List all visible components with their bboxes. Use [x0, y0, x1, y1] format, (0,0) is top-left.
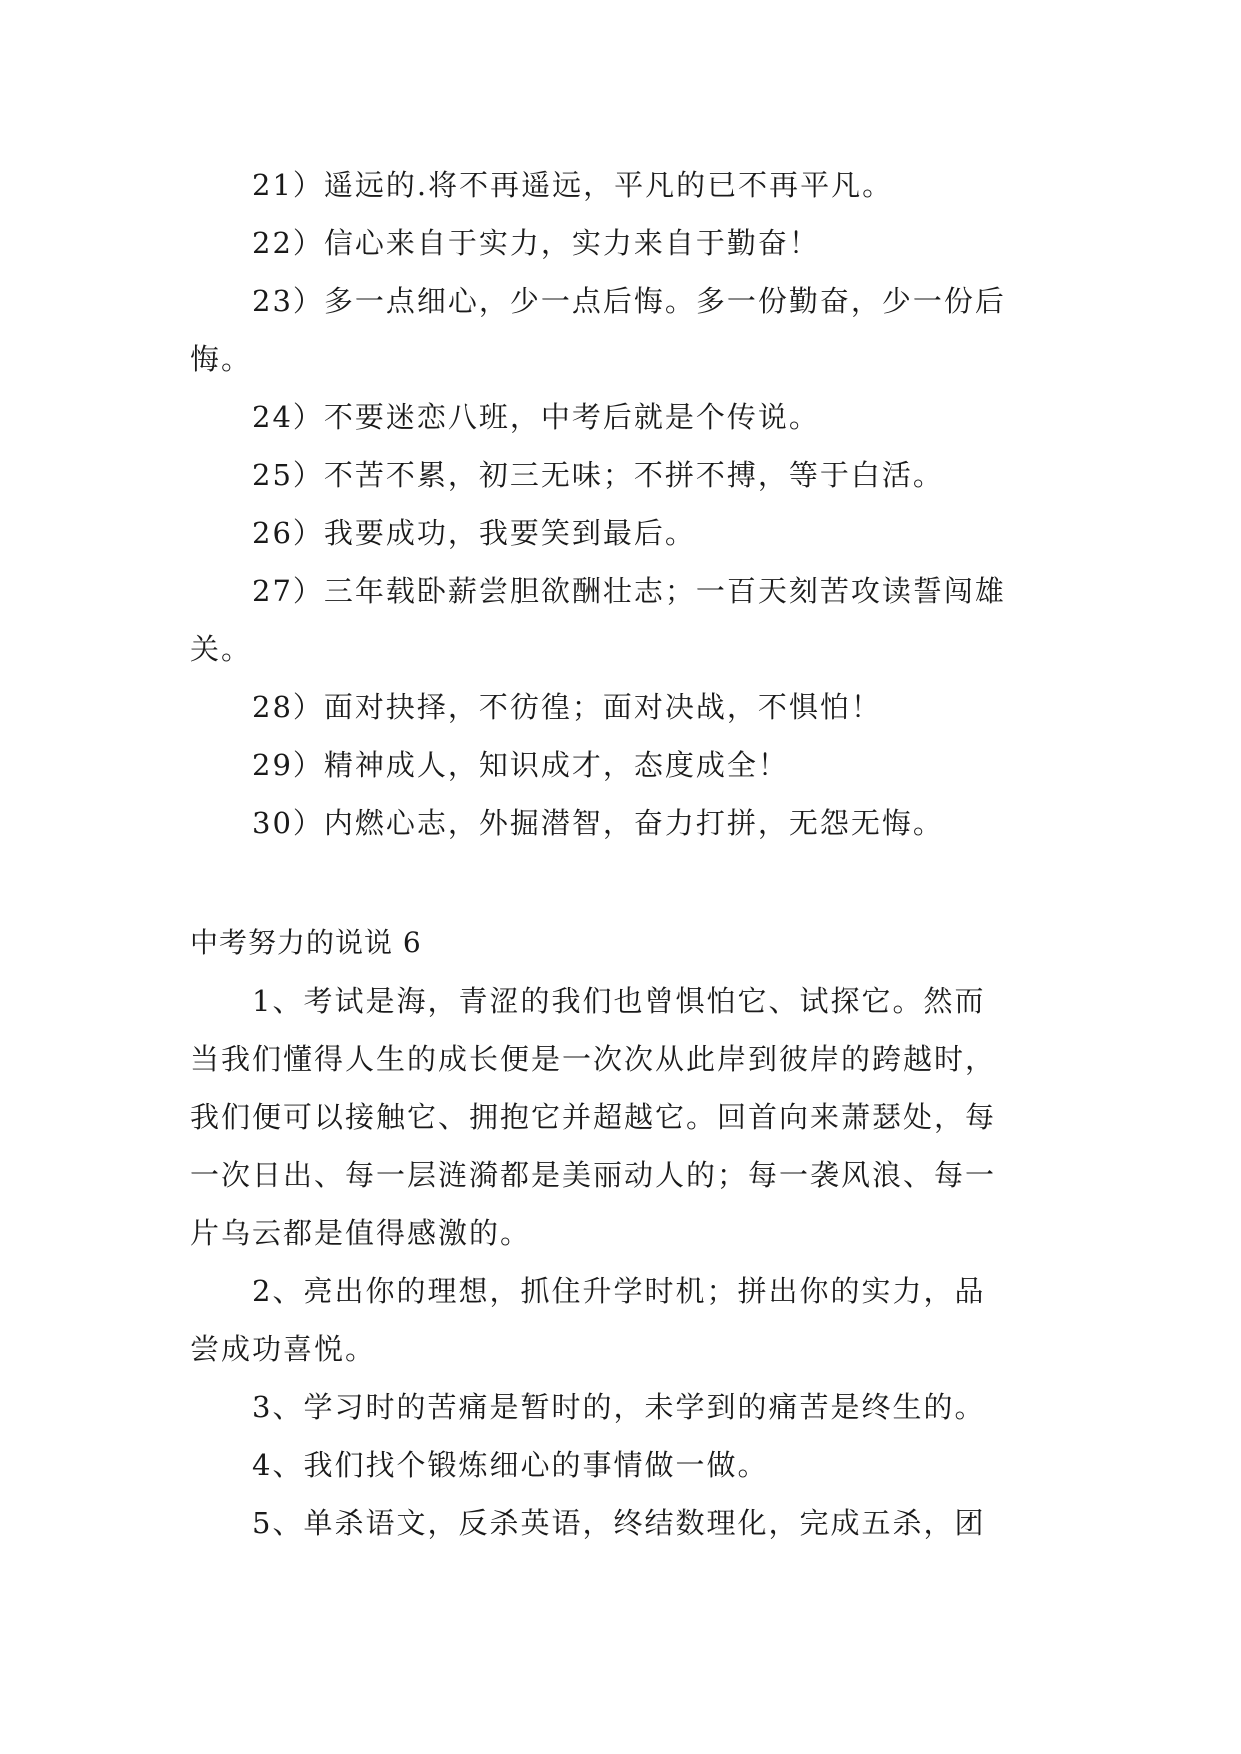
section-spacer — [190, 852, 1060, 914]
paragraph-1-line-1: 1、考试是海，青涩的我们也曾惧怕它、试探它。然而 — [252, 984, 986, 1018]
paragraph-1-line-5: 片乌云都是值得感激的。 — [190, 1216, 532, 1250]
list-item-29: 29）精神成人，知识成才，态度成全！ — [252, 748, 789, 782]
list-item-27-continuation: 关。 — [190, 632, 253, 666]
paragraph-5-line-1: 5、单杀语文，反杀英语，终结数理化，完成五杀，团 — [252, 1506, 986, 1540]
list-item-24: 24）不要迷恋八班，中考后就是个传说。 — [252, 400, 820, 434]
paragraph-1-line-3: 我们便可以接触它、拥抱它并超越它。回首向来萧瑟处，每 — [190, 1100, 997, 1134]
paragraph-1-line-4: 一次日出、每一层涟漪都是美丽动人的；每一袭风浪、每一 — [190, 1158, 997, 1192]
list-item-26: 26）我要成功，我要笑到最后。 — [252, 516, 696, 550]
paragraph-1-line-2: 当我们懂得人生的成长便是一次次从此岸到彼岸的跨越时， — [190, 1042, 997, 1076]
paragraph-4-line-1: 4、我们找个锻炼细心的事情做一做。 — [252, 1448, 769, 1482]
paragraph-3-line-1: 3、学习时的苦痛是暂时的，未学到的痛苦是终生的。 — [252, 1390, 986, 1424]
list-item-27: 27）三年载卧薪尝胆欲酬壮志；一百天刻苦攻读誓闯雄 — [252, 574, 1006, 608]
list-item-22: 22）信心来自于实力，实力来自于勤奋！ — [252, 226, 820, 260]
paragraph-2-line-1: 2、亮出你的理想，抓住升学时机；拼出你的实力，品 — [252, 1274, 986, 1308]
list-item-21: 21）遥远的.将不再遥远，平凡的已不再平凡。 — [252, 168, 894, 202]
list-item-30: 30）内燃心志，外掘潜智，奋力打拼，无怨无悔。 — [252, 806, 944, 840]
list-item-25: 25）不苦不累，初三无味；不拼不搏，等于白活。 — [252, 458, 944, 492]
paragraph-2-line-2: 尝成功喜悦。 — [190, 1332, 377, 1366]
list-item-28: 28）面对抉择，不彷徨；面对决战，不惧怕！ — [252, 690, 882, 724]
section-heading: 中考努力的说说 6 — [190, 926, 422, 959]
list-item-23: 23）多一点细心，少一点后悔。多一份勤奋，少一份后 — [252, 284, 1006, 318]
list-item-23-continuation: 悔。 — [190, 342, 253, 376]
document-body — [190, 156, 1060, 1552]
